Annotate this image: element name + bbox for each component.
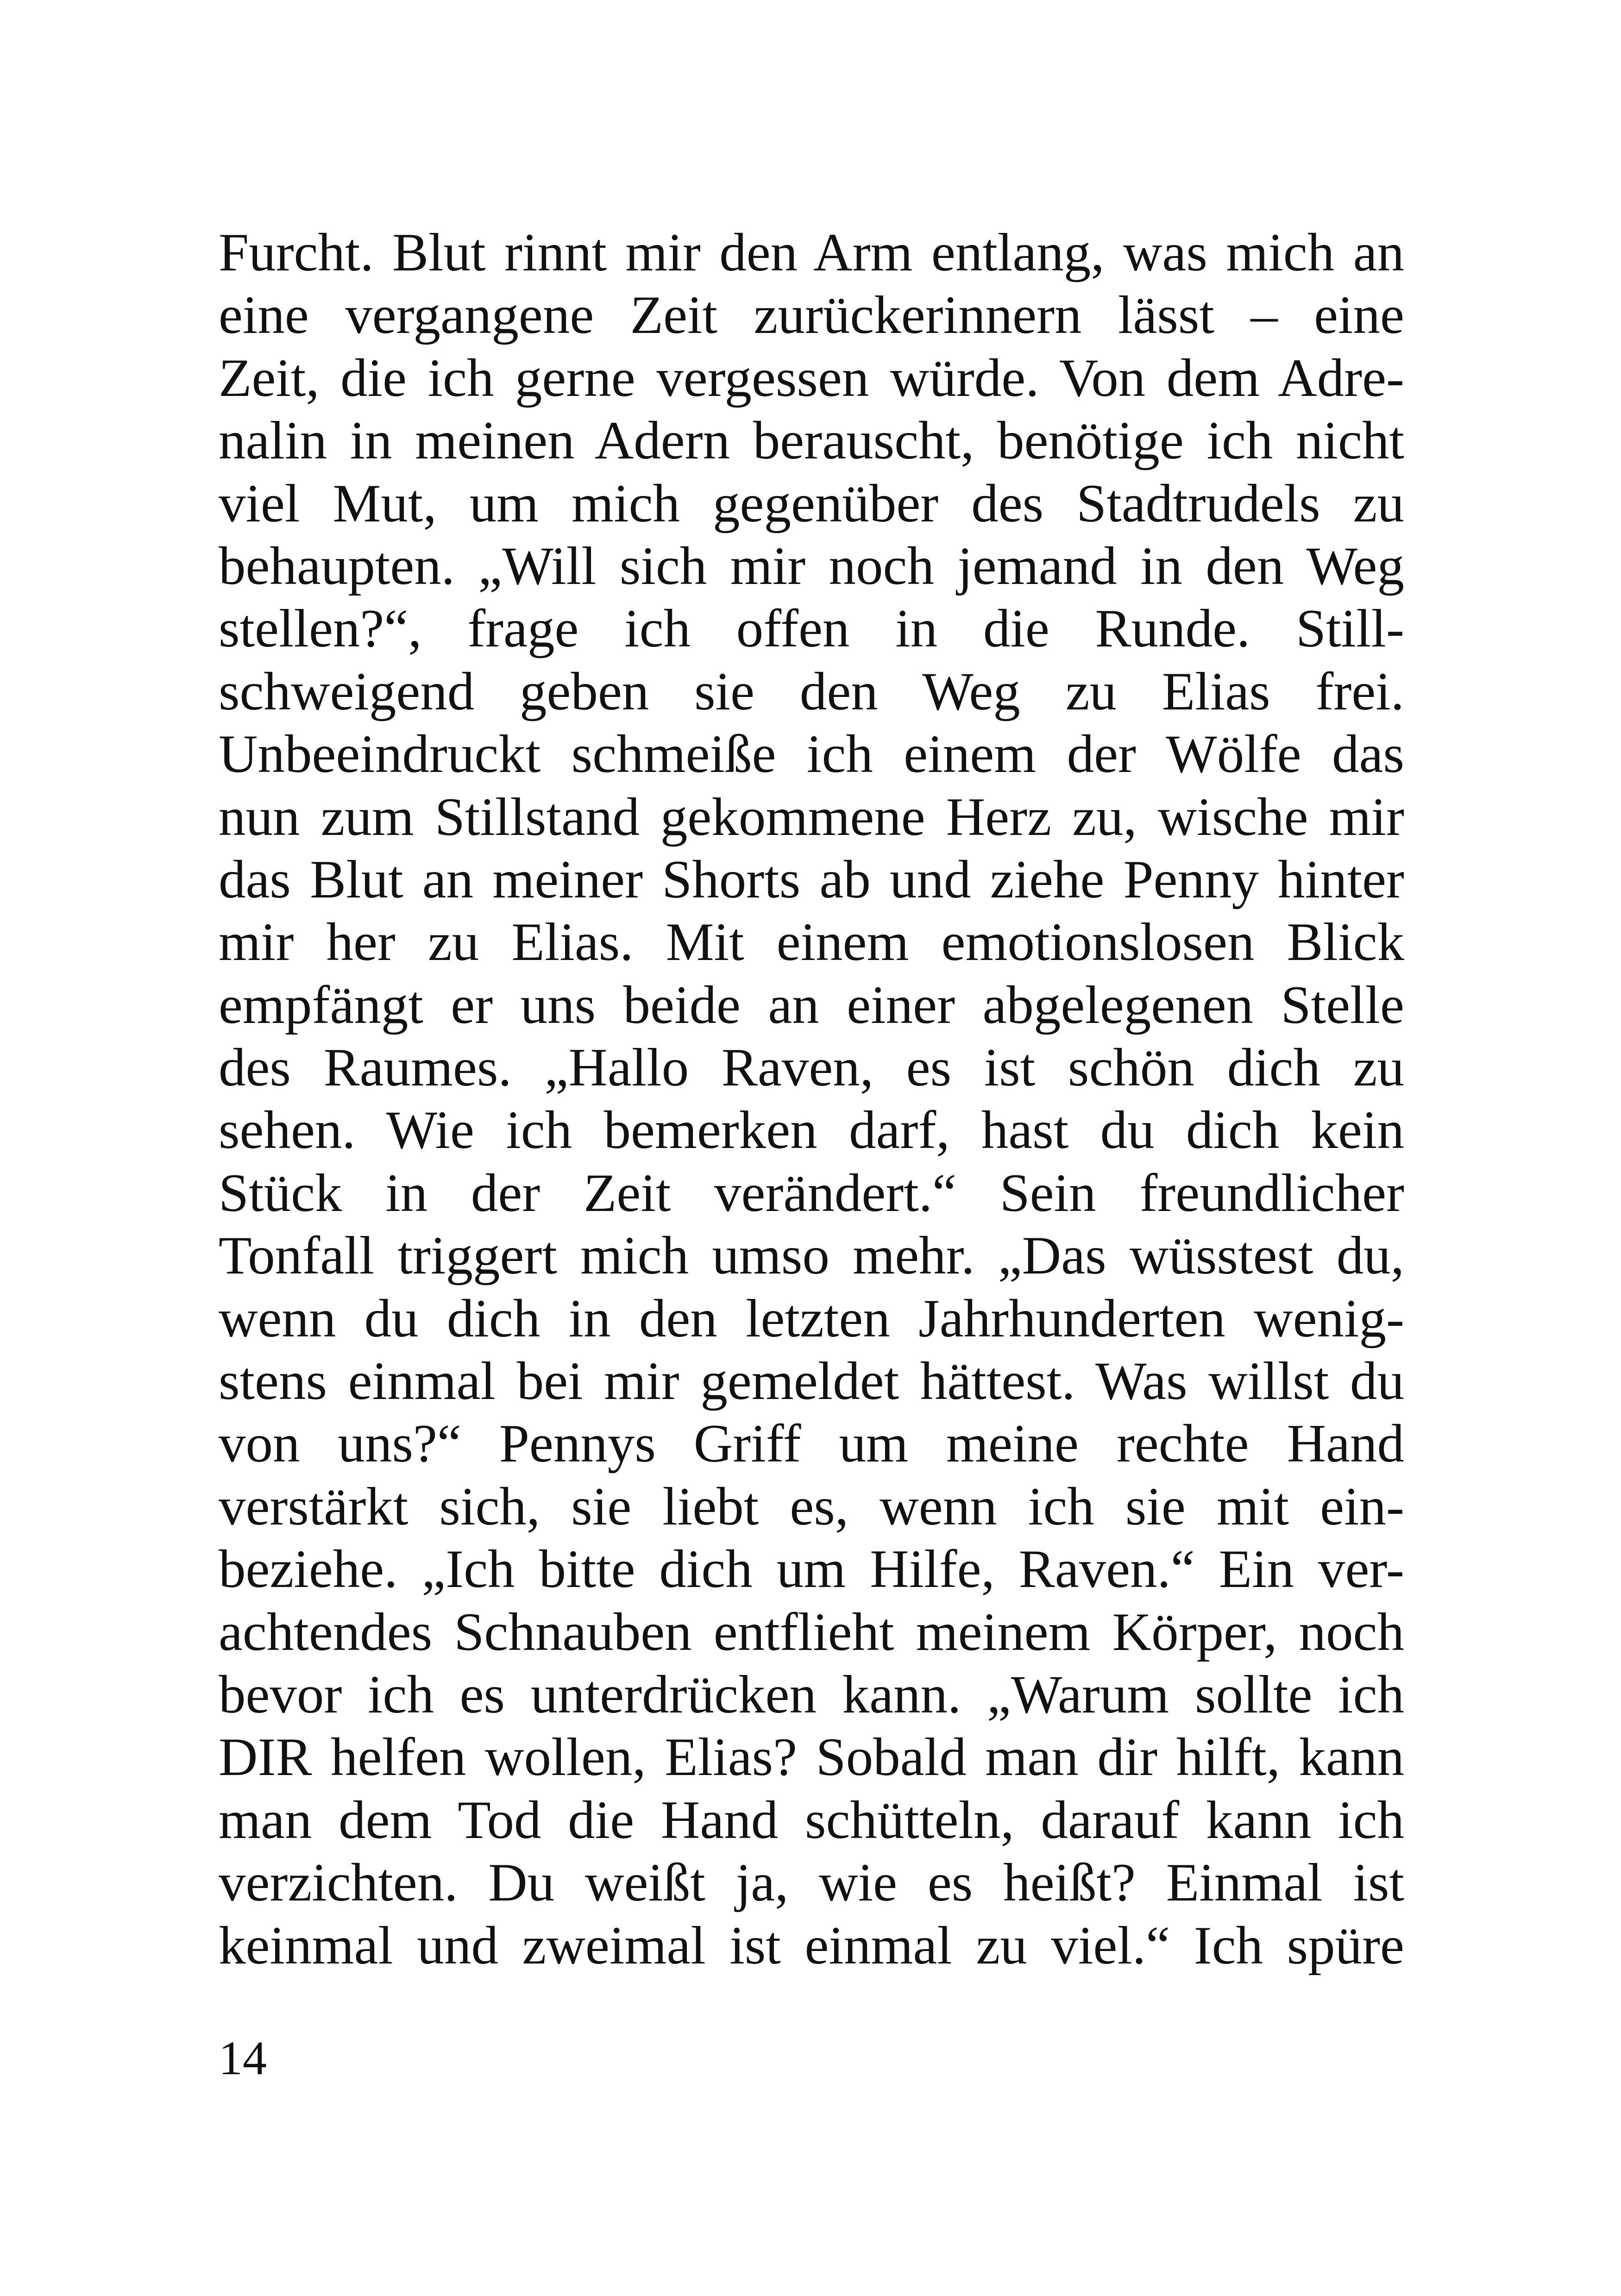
text-line: keinmal und zweimal ist einmal zu viel.“ Ich spüre: [219, 1915, 1404, 1976]
text-line: das Blut an meiner Shorts ab und ziehe Penny hinter: [219, 849, 1404, 910]
text-line: beziehe. „Ich bitte dich um Hilfe, Raven.“ Ein ver-: [219, 1539, 1404, 1600]
text-line: Zeit, die ich gerne vergessen würde. Von dem Adre-: [219, 348, 1404, 408]
text-line: nun zum Stillstand gekommene Herz zu, wische mir: [219, 787, 1404, 847]
text-line: viel Mut, um mich gegenüber des Stadtrudels zu: [219, 473, 1404, 533]
text-line: sehen. Wie ich bemerken darf, hast du dich kein: [219, 1100, 1404, 1161]
text-line: Unbeeindruckt schmeiße ich einem der Wölfe das: [219, 724, 1404, 784]
text-line: Stück in der Zeit verändert.“ Sein freundlicher: [219, 1163, 1404, 1223]
text-line: wenn du dich in den letzten Jahrhunderten wenig-: [219, 1288, 1404, 1349]
text-line: Tonfall triggert mich umso mehr. „Das wüsstest du,: [219, 1226, 1404, 1286]
page-number: 14: [219, 2032, 267, 2085]
text-line: man dem Tod die Hand schütteln, darauf kann ich: [219, 1790, 1404, 1850]
body-text: [219, 221, 1404, 1977]
text-line: bevor ich es unterdrücken kann. „Warum sollte ich: [219, 1664, 1404, 1725]
text-line: empfängt er uns beide an einer abgelegenen Stelle: [219, 975, 1404, 1035]
text-line: von uns?“ Pennys Griff um meine rechte Hand: [219, 1414, 1404, 1474]
text-line: behaupten. „Will sich mir noch jemand in den Weg: [219, 536, 1404, 596]
text-line: stellen?“, frage ich offen in die Runde. Still-: [219, 599, 1404, 659]
text-line: stens einmal bei mir gemeldet hättest. Was willst du: [219, 1351, 1404, 1411]
text-line: schweigend geben sie den Weg zu Elias frei.: [219, 661, 1404, 721]
text-line: DIR helfen wollen, Elias? Sobald man dir hilft, kann: [219, 1727, 1404, 1788]
text-line: achtendes Schnauben entflieht meinem Körper, noch: [219, 1602, 1404, 1662]
text-line: mir her zu Elias. Mit einem emotionslosen Blick: [219, 912, 1404, 972]
text-line: eine vergangene Zeit zurückerinnern lässt – eine: [219, 285, 1404, 345]
text-line: verzichten. Du weißt ja, wie es heißt? Einmal ist: [219, 1853, 1404, 1913]
text-line: Furcht. Blut rinnt mir den Arm entlang, was mich an: [219, 223, 1404, 282]
text-line: des Raumes. „Hallo Raven, es ist schön dich zu: [219, 1038, 1404, 1098]
text-line: verstärkt sich, sie liebt es, wenn ich sie mit ein-: [219, 1476, 1404, 1537]
text-line: nalin in meinen Adern berauscht, benötige ich nicht: [219, 411, 1404, 471]
